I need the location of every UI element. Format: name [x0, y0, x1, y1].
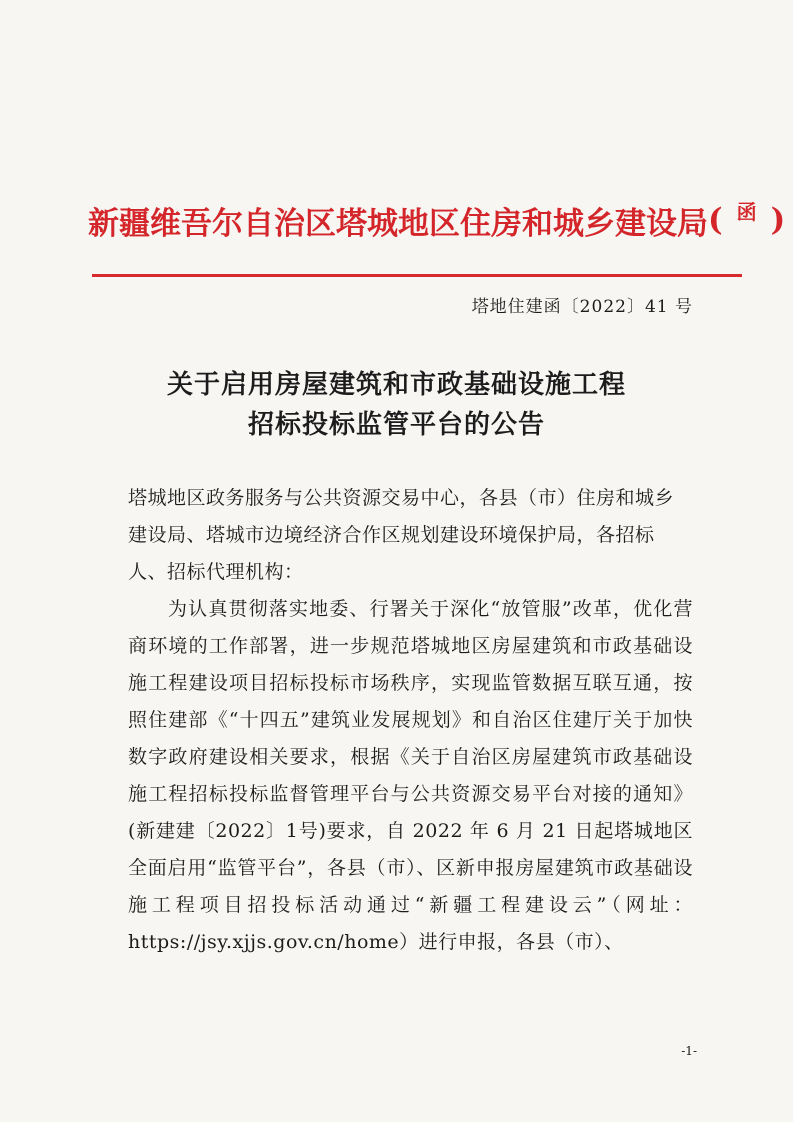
page-number: -1- — [681, 1044, 697, 1058]
red-divider-line — [92, 274, 742, 277]
masthead-letter-mark: 函 — [736, 199, 757, 224]
title-line-1: 关于启用房屋建筑和市政基础设施工程 — [166, 370, 626, 400]
masthead-paren-open: ( — [708, 202, 723, 238]
body-paragraph: 为认真贯彻落实地委、行署关于深化“放管服”改革，优化营商环境的工作部署，进一步规范塔城地区房屋建筑和市政基础设施工程建设项目招标投标市场秩序，实现监管数据互联互通，按照住建部《“十四五”建筑业发展规划》和自治区住建厅关于加快数字政府建设相关要求，根据《关于自治区房屋建筑市政基础设施工程招标投标监督管理平台与公共资源交易平台对接的通知》(新建建〔2022〕1号)要求，自 2022 年 6 月 21 日起塔城地区全面启用“监管平台”，各县（市）、区新申报房屋建筑市政基础设施工程项目招投标活动通过“新疆工程建设云”（网址：https://jsy.xjjs.gov.cn/home）进行申报，各县（市）、 — [128, 598, 693, 953]
title-line-2: 招标投标监管平台的公告 — [247, 410, 545, 440]
document-number: 塔地住建函〔2022〕41 号 — [471, 297, 693, 317]
addressee-paragraph: 塔城地区政务服务与公共资源交易中心，各县（市）住房和城乡建设局、塔城市边境经济合作区规划建设环境保护局，各招标人、招标代理机构： — [128, 487, 675, 583]
masthead-org-name: 新疆维吾尔自治区塔城地区住房和城乡建设局 — [88, 205, 708, 242]
masthead-paren-close: ) — [770, 202, 786, 238]
masthead — [88, 192, 786, 248]
